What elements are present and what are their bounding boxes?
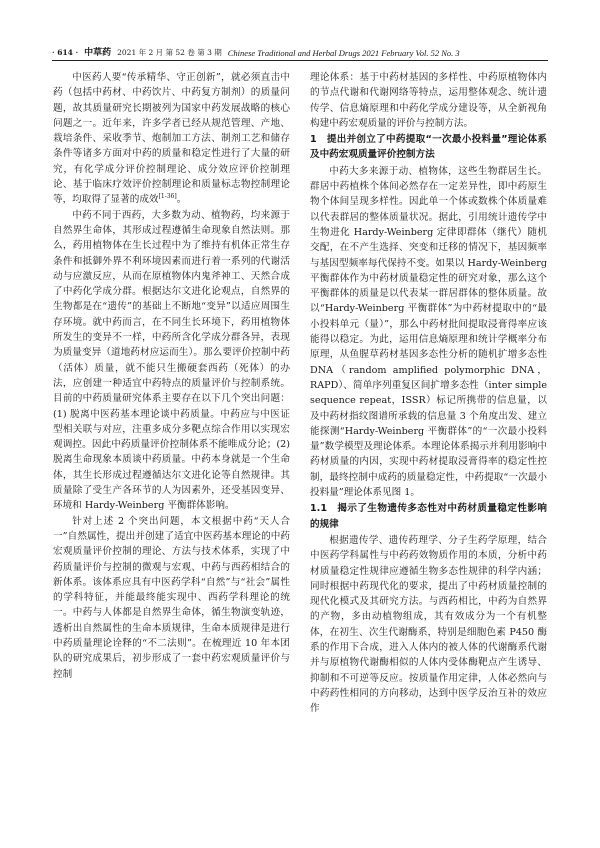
paragraph: 中药不同于西药，大多数为动、植物药，均来源于自然界生命体，其形成过程遵循生命现象自然法则。那么，药用植物体在生长过程中为了维持有机体正常生存条件和抵御外界不利环境因素而进行着一系列的代谢活动与应激反应，从而在原植物体内鬼斧神工、天然合成了中药化学成分群。根据达尔文进化论观点，自然界的生物都是在“遗传”的基础上不断地“变异”以适应周围生存环境。就中药而言，在不同生长环境下，药用植物体所发生的变异不一样，中药所含化学成分群各异，表现为质量变异（道地药材应运而生）。那么要评价控制中药（活体）质量，就不能只生搬硬套西药（死体）的办法，应创建一种适宜中药特点的质量评价与控制系统。目前的中药质量研究体系主要存在以下几个突出问题：(1) 脱离中医药基本理论谈中药质量。中药应与中医证型相关联与对应，注重多成分多靶点综合作用以实现宏观调控。因此中药质量评价控制体系不能唯成分论；(2) 脱离生命现象本质谈中药质量。中药本身就是一个生命体，其生长形成过程遵循达尔文进化论等自然规律。其质量除了受生产各环节的人为因素外，还受基因变异、环境和 Hardy-Weinberg 平衡群体影响。 <box>53 209 290 512</box>
right-column <box>310 70 547 810</box>
paragraph: 中药大多来源于动、植物体，这些生物群居生长。群居中药植株个体间必然存在一定差异性，即中药原生物个体间呈现多样性。因此单一个体或数株个体质量难以代表群居的整体质量状况。据此，引用统计遗传学中生物进化 Hardy-Weinberg 定律即群体（继代）随机交配，在不产生选择、突变和迁移的情况下，基因频率与基因型频率每代保持不变。如果以 Hardy-Weinberg 平衡群体作为中药材质量稳定性的研究对象，那么这个平衡群体的质量是以代表某一群居群体的整体质量。故以“Hardy-Weinberg 平衡群体”为中药材提取中的“最小投料单元（量）”，那么中药材批间提取浸膏得率应该能得以稳定。为此，运用信息熵原理和统计学概率分布原理，从鱼腥草药材基因多态性分析的随机扩增多态性 DNA（random amplified polymorphic DNA，RAPD）、简单序列重复区间扩增多态性（inter simple sequence repeat，ISSR）标记所携带的信息量，以及中药材指纹图谱所承载的信息量 3 个角度出发、建立能探测“Hardy-Weinberg 平衡群体”的“一次最小投料量”数学模型及理论体系。本理论体系揭示并利用影响中药材质量的内因，实现中药材提取浸膏得率的稳定性控制，最终控制中成药的质量稳定性，中药提取“一次最小投料量”理论体系见图 1。 <box>310 165 547 499</box>
journal-title-en: Chinese Traditional and Herbal Drugs 2021 February Vol. 52 No. 3 <box>227 48 460 58</box>
header-rule <box>52 60 548 61</box>
paragraph: 根据遗传学、遗传药理学、分子生药学原理，结合中医药学科属性与中药药效物质作用的本质，分析中药材质量稳定性规律应遵循生物多态性规律的科学内涵；同时根据中药现代化的要求，提出了中药材质量控制的现代化模式及其研究方法。与西药相比，中药为自然界的产物，多由动植物组成，其有效成分为一个有机整体，在初生、次生代谢酶系，特别是细胞色素 P450 酶系的作用下合成，进入人体内的被人体的代谢酶系代谢并与原植物代谢酶相似的人体内受体酶靶点产生诱导、抑制和不可逆等反应。按质量作用定律，人体必然向与中药药性相同的方向移动，达到中医学反治互补的效应作 <box>310 534 547 715</box>
journal-title-cn: 中草药 <box>84 48 112 58</box>
paragraph: 理论体系：基于中药材基因的多样性、中药原植物体内的节点代谢和代谢网络等特点，运用整体观念、统计遗传学、信息熵原理和中药化学成分建设等，从全新视角构建中药宏观质量的评价与控制方法。 <box>310 72 547 129</box>
section-heading: 1 提出并创立了中药提取“一次最小投料量”理论体系及中药宏观质量评价控制方法 <box>310 134 547 161</box>
citation: [1-36] <box>158 193 177 201</box>
issue-info-cn: 2021 年 2 月 第 52 卷 第 3 期 <box>117 48 222 57</box>
paragraph: 中医药人要“传承精华、守正创新”，就必须直击中药（包括中药材、中药饮片、中药复方制剂）的质量问题，故其质量研究长期被列为国家中药发展战略的核心问题之一。近年来，许多学者已经从规范管理、产地、栽培条件、采收季节、炮制加工方法、制剂工艺和储存条件等诸多方面对中药的质量和稳定性进行了大量的研究，有化学成分评价控制理论、成分效应评价控制理论、基于临床疗效评价控制理论和质量标志物控制理论等，均取得了显著的成效[1-36]。 <box>53 72 290 206</box>
paragraph: 针对上述 2 个突出问题，本文根据中药“天人合一”自然属性，提出并创建了适宜中医药基本理论的中药宏观质量评价控制的理论、方法与技术体系，实现了中药质量评价与控制的微观与宏观、中药与西药相结合的新体系。该体系应具有中医药学科“自然”与“社会”属性的学科特征，并能最终能实现中、西药学科理论的统一。中药与人体都是自然界生命体，循生物演变轨迹，透析出自然属性的生命本质规律，生命本质规律是进行中药质量理论诠释的“不二法则”。在梳理近 10 年本团队的研究成果后，初步形成了一套中药宏观质量评价与控制 <box>53 515 290 680</box>
subsection-heading: 1.1 揭示了生物遗传多态性对中药材质量稳定性影响的规律 <box>310 503 547 530</box>
running-header <box>52 40 548 58</box>
page-number: · 614 · <box>52 48 79 57</box>
left-column <box>53 70 290 810</box>
